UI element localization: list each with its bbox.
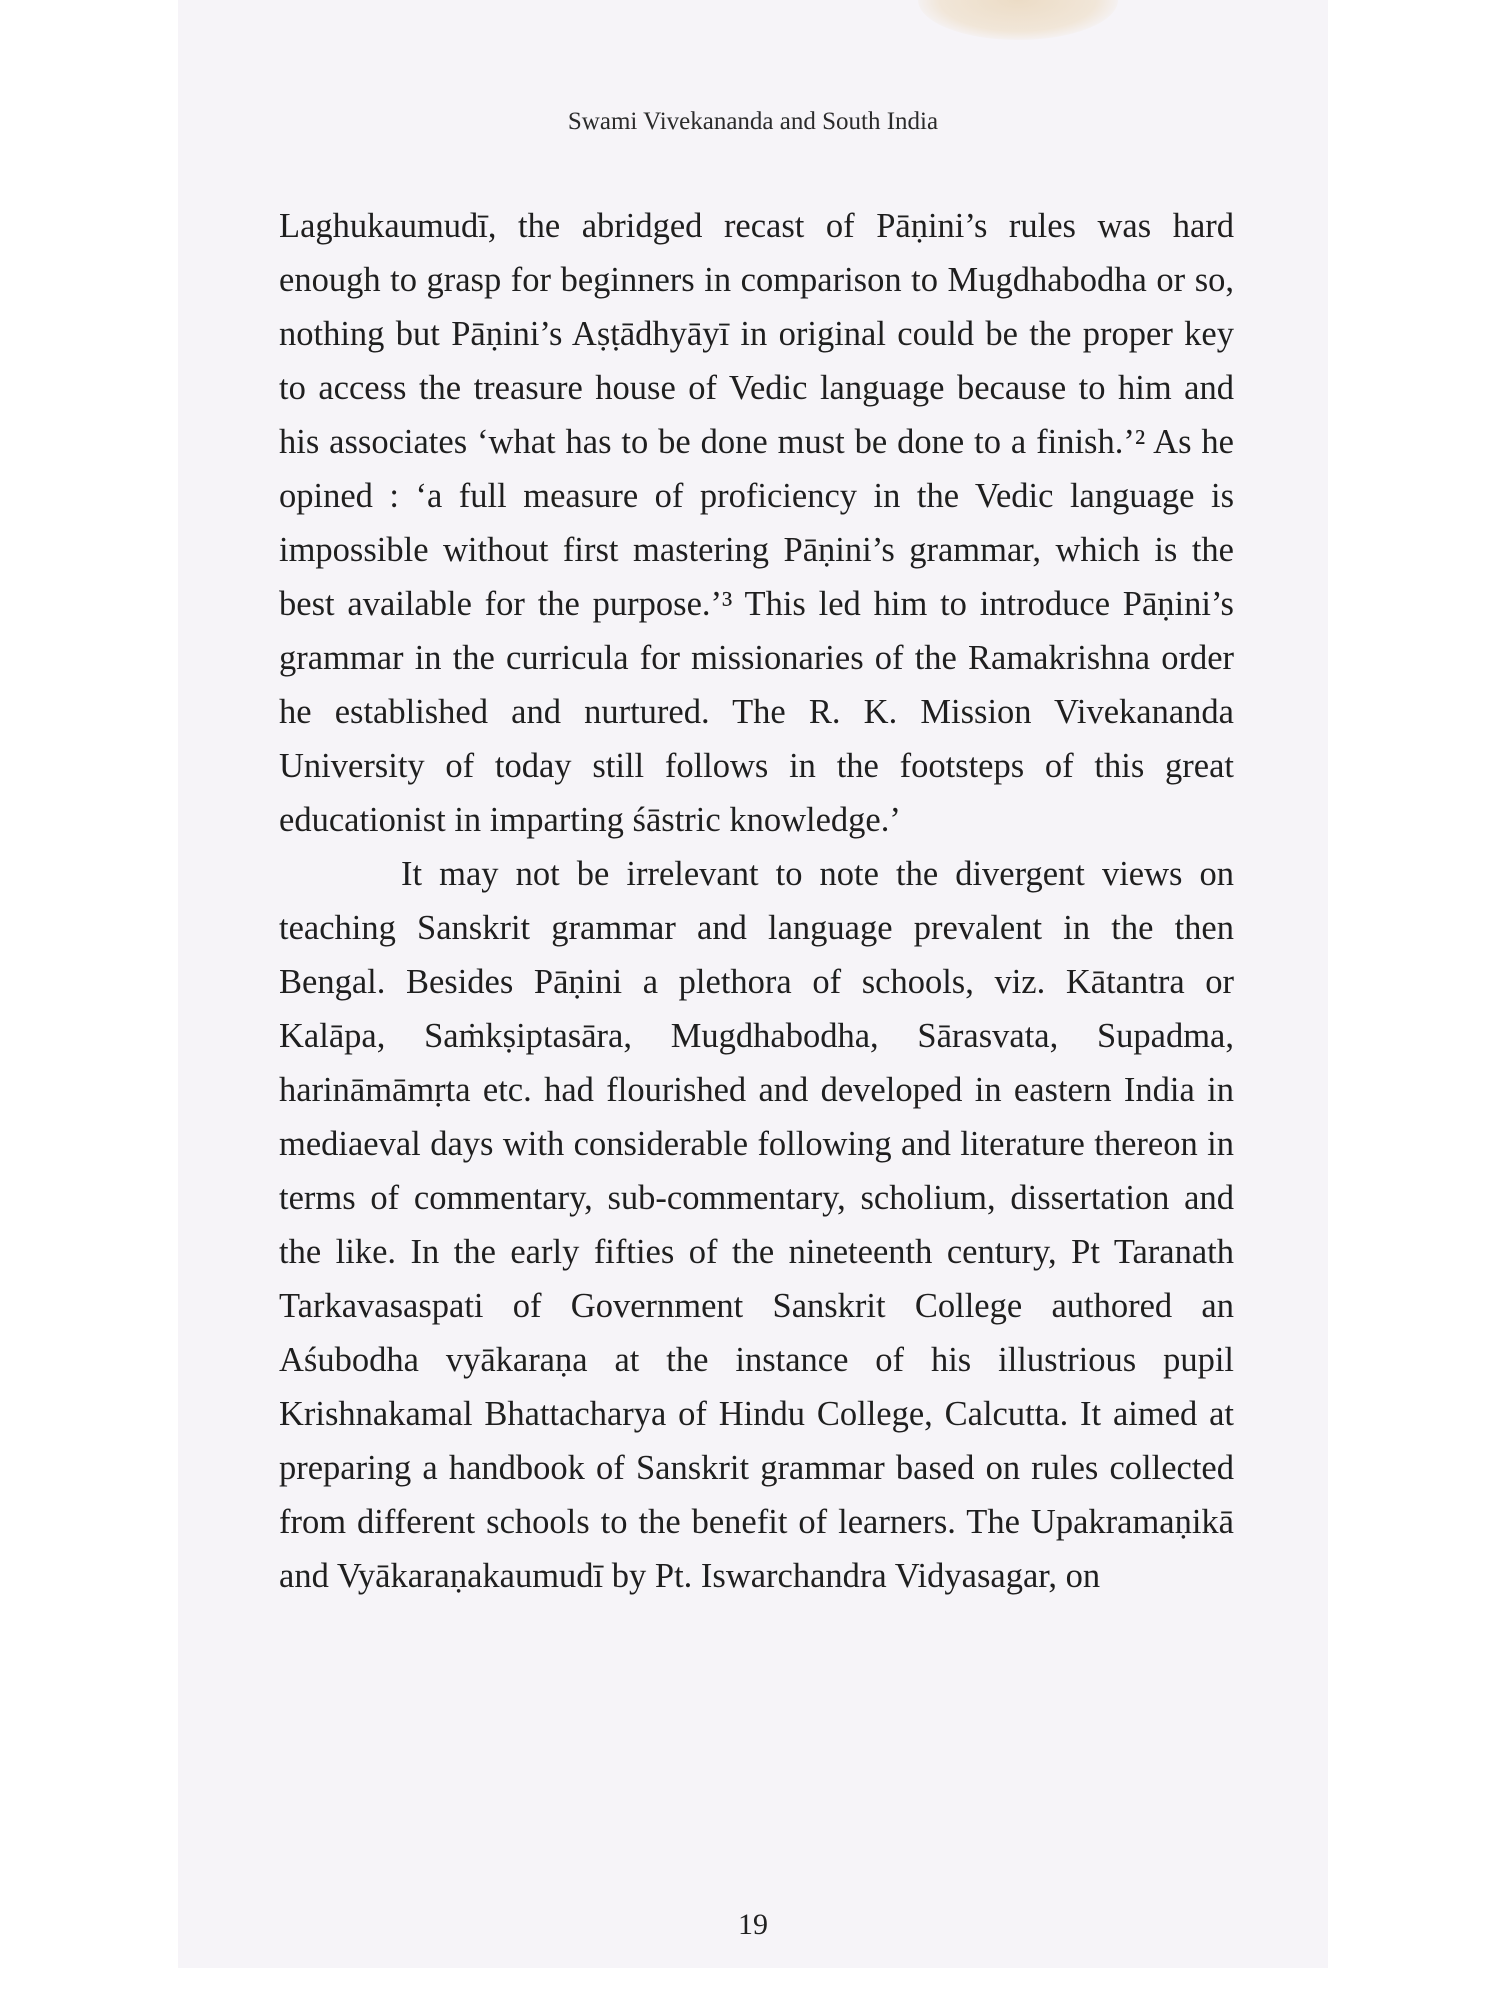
page-stain <box>918 0 1118 40</box>
page-body <box>279 199 1234 1603</box>
book-page <box>178 0 1328 1968</box>
page-number: 19 <box>738 1908 768 1941</box>
paragraph-1: Laghukaumudī, the abridged recast of Pāṇini’s rules was hard enough to grasp for beginners in comparison to Mugdhabodha or so, nothing but Pāṇini’s Aṣṭādhyāyī in original could be the proper key to access the treasure house of Vedic language because to him and his associates ‘what has to be done must be done to a finish.’² As he opined : ‘a full measure of proficiency in the Vedic language is impossible without first mastering Pāṇini’s grammar, which is the best available for the purpose.’³ This led him to introduce Pāṇini’s grammar in the curricula for missionaries of the Ramakrishna order he established and nurtured. The R. K. Mission Vivekananda University of today still follows in the footsteps of this great educationist in imparting śāstric knowledge.’ <box>279 207 1234 839</box>
paragraph-2: It may not be irrelevant to note the divergent views on teaching Sanskrit grammar and language prevalent in the then Bengal. Besides Pāṇini a plethora of schools, viz. Kātantra or Kalāpa, Saṁkṣiptasāra, Mugdhabodha, Sārasvata, Supadma, harināmāmṛta etc. had flourished and developed in eastern India in mediaeval days with considerable following and literature thereon in terms of commentary, sub-commentary, scholium, dissertation and the like. In the early fifties of the nineteenth century, Pt Taranath Tarkavasaspati of Government Sanskrit College authored an Aśubodha vyākaraṇa at the instance of his illustrious pupil Krishnakamal Bhattacharya of Hindu College, Calcutta. It aimed at preparing a handbook of Sanskrit grammar based on rules collected from different schools to the benefit of learners. The Upakramaṇikā and Vyākaraṇakaumudī by Pt. Iswarchandra Vidyasagar, on <box>279 855 1234 1595</box>
running-header: Swami Vivekananda and South India <box>567 108 939 135</box>
